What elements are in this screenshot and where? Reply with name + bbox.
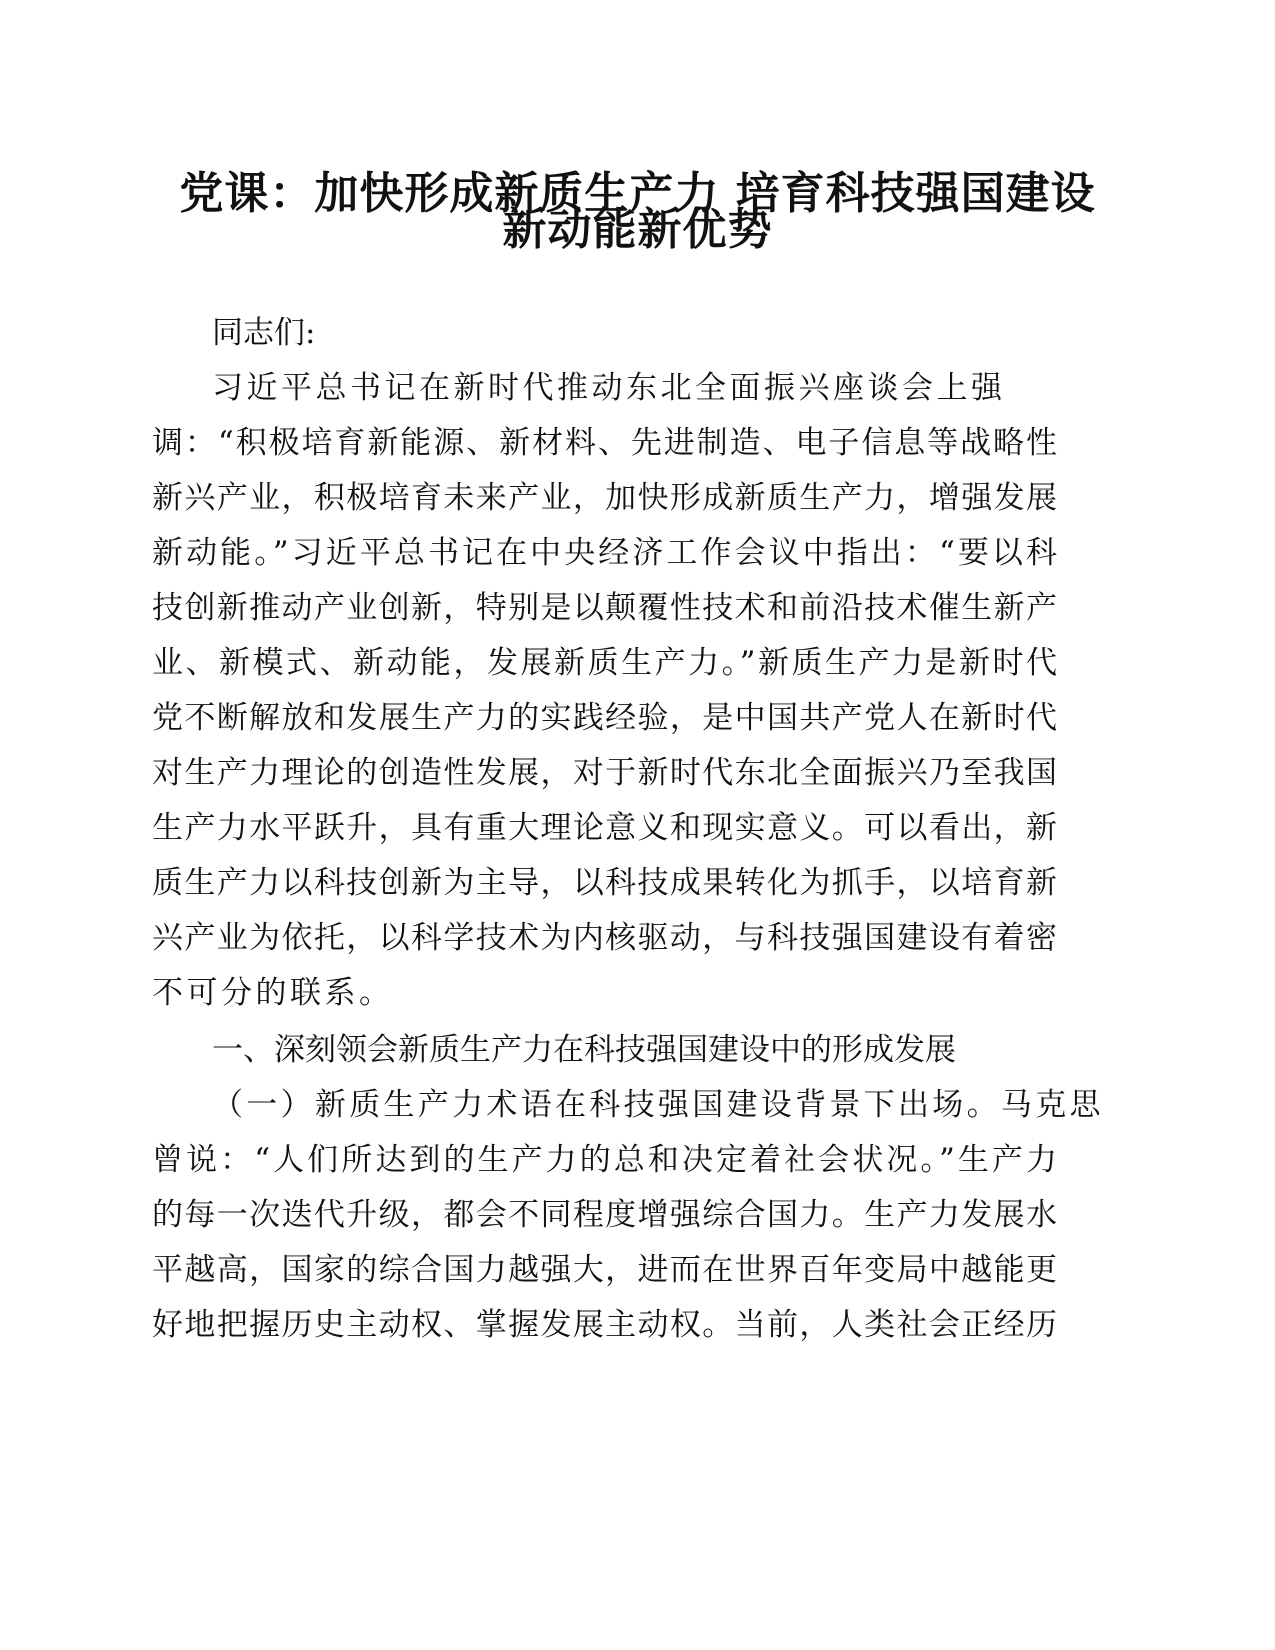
document-title-line-1: 党课：加快形成新质生产力 培育科技强国建设 — [179, 168, 1096, 219]
paragraph-line: 党不断解放和发展生产力的实践经验，是中国共产党人在新时代 — [152, 700, 1057, 736]
paragraph-line: 新动能。”习近平总书记在中央经济工作会议中指出：“要以科 — [152, 535, 1057, 571]
paragraph-line: 对生产力理论的创造性发展，对于新时代东北全面振兴乃至我国 — [152, 755, 1057, 791]
paragraph-line: 兴产业为依托，以科学技术为内核驱动，与科技强国建设有着密 — [152, 920, 1057, 956]
paragraph-line: （一）新质生产力术语在科技强国建设背景下出场。马克思 — [212, 1087, 1104, 1123]
paragraph-line: 的每一次迭代升级，都会不同程度增强综合国力。生产力发展水 — [152, 1197, 1057, 1233]
paragraph-line: 好地把握历史主动权、掌握发展主动权。当前，人类社会正经历 — [152, 1307, 1057, 1343]
paragraph-line: 曾说：“人们所达到的生产力的总和决定着社会状况。”生产力 — [152, 1142, 1057, 1178]
section-heading: 一、深刻领会新质生产力在科技强国建设中的形成发展 — [212, 1032, 956, 1068]
paragraph-line: 习近平总书记在新时代推动东北全面振兴座谈会上强 — [212, 370, 1006, 406]
paragraph-line: 平越高，国家的综合国力越强大，进而在世界百年变局中越能更 — [152, 1252, 1057, 1288]
paragraph-line: 生产力水平跃升，具有重大理论意义和现实意义。可以看出，新 — [152, 810, 1057, 846]
paragraph-line: 不可分的联系。 — [152, 975, 394, 1011]
paragraph-line: 技创新推动产业创新，特别是以颠覆性技术和前沿技术催生新产 — [152, 590, 1057, 626]
paragraph-line: 新兴产业，积极培育未来产业，加快形成新质生产力，增强发展 — [152, 480, 1057, 516]
salutation: 同志们: — [212, 315, 316, 351]
paragraph-line: 质生产力以科技创新为主导，以科技成果转化为抓手，以培育新 — [152, 865, 1057, 901]
document-title-line-2: 新动能新优势 — [502, 204, 773, 255]
paragraph-line: 调：“积极培育新能源、新材料、先进制造、电子信息等战略性 — [152, 425, 1057, 461]
paragraph-line: 业、新模式、新动能，发展新质生产力。”新质生产力是新时代 — [152, 645, 1057, 681]
